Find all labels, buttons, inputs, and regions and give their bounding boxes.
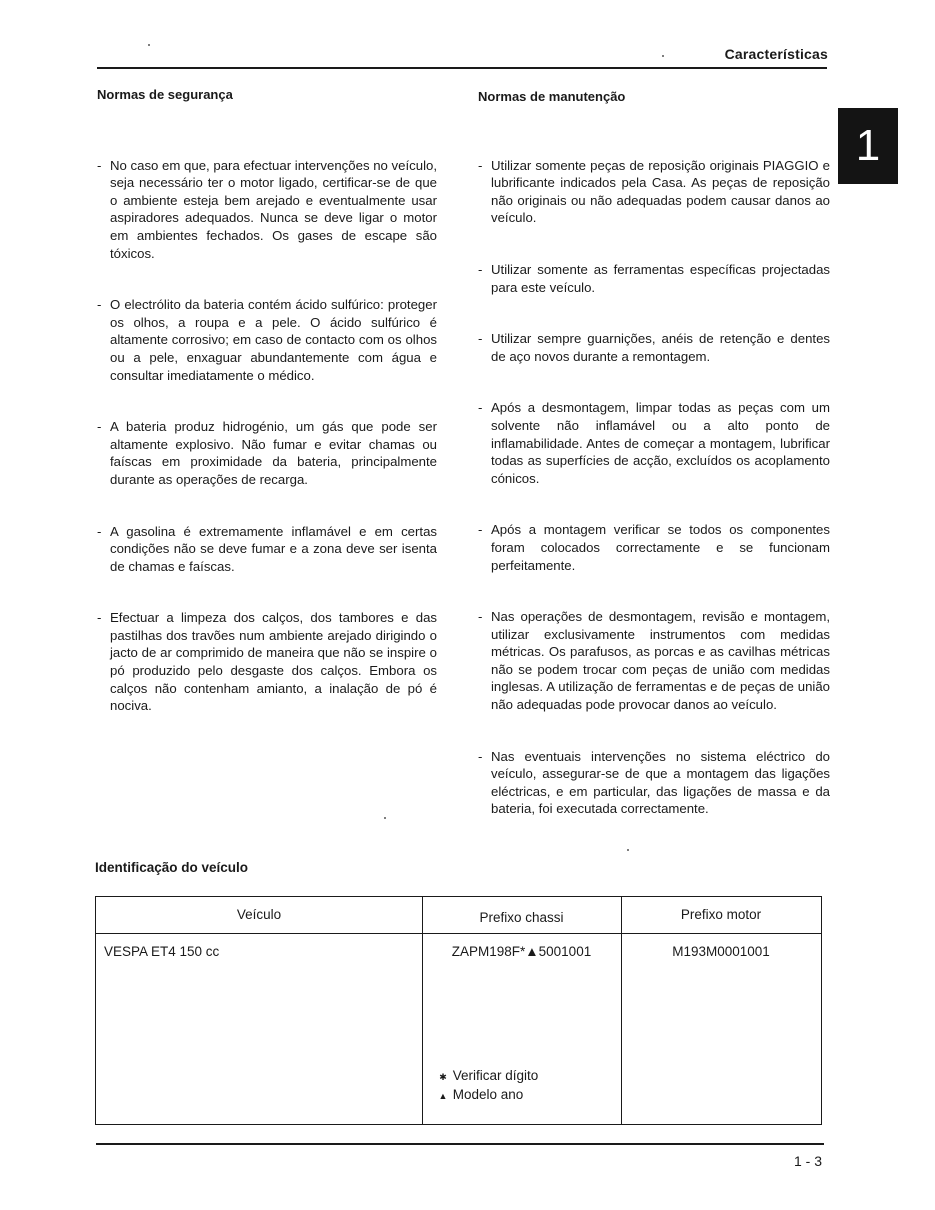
note-item — [437, 1067, 538, 1086]
bullet-dash: - — [97, 157, 102, 173]
footer-divider — [96, 1143, 824, 1145]
list-item — [478, 157, 830, 227]
list-item — [97, 609, 437, 715]
list-item — [97, 418, 437, 488]
list-item — [478, 261, 830, 296]
bullet-dash: - — [97, 297, 102, 313]
table-notes — [437, 1067, 538, 1105]
note-item — [437, 1086, 538, 1105]
scan-speck — [148, 44, 150, 46]
table-divider — [96, 933, 821, 934]
bullet-dash: - — [478, 400, 483, 416]
note-text: Modelo ano — [452, 1087, 524, 1102]
bullet-dash: - — [97, 523, 102, 539]
list-item — [97, 523, 437, 576]
list-item — [478, 399, 830, 487]
table-header-vehicle: Veículo — [236, 907, 282, 922]
bullet-dash: - — [478, 522, 483, 538]
scan-speck — [662, 55, 664, 57]
maintenance-item-text: Utilizar sempre guarnições, anéis de retenção e dentes de aço novos durante a remontagem. — [491, 331, 830, 364]
chapter-tab: 1 — [838, 108, 898, 184]
maintenance-item-text: Nas eventuais intervenções no sistema eléctrico do veículo, assegurar-se de que a montagem das ligações eléctricas, e em particular, das ligações de massa e da bateria, foi executada correctamente. — [491, 748, 830, 817]
bullet-dash: - — [478, 748, 483, 764]
safety-section — [97, 86, 437, 715]
maintenance-title: Normas de manutenção — [478, 89, 626, 104]
list-item — [478, 521, 830, 574]
safety-item-text: Efectuar a limpeza dos calços, dos tambores e das pastilhas dos travões num ambiente arejado dirigindo o jacto de ar comprimido de maneira que não se inspire o pó produzido pelo desgaste dos calços. Embora os calços não contenham amianto, a inalação de pó é nociva. — [110, 610, 437, 714]
bullet-dash: - — [478, 609, 483, 625]
safety-item-text: A gasolina é extremamente inflamável e em certas condições não se deve fumar e a zona deve ser isenta de chamas e faíscas. — [110, 523, 437, 574]
bullet-dash: - — [478, 331, 483, 347]
page-number: 1 - 3 — [793, 1153, 822, 1169]
maintenance-list — [478, 157, 830, 818]
safety-list — [97, 157, 437, 715]
maintenance-item-text: Após a montagem verificar se todos os componentes foram colocados correctamente e se funcionam perfeitamente. — [491, 522, 830, 573]
table-header-chassis-prefix: Prefixo chassi — [479, 910, 564, 925]
bullet-dash: - — [97, 419, 102, 435]
list-item — [478, 748, 830, 818]
identification-table — [95, 896, 822, 1125]
maintenance-item-text: Nas operações de desmontagem, revisão e montagem, utilizar exclusivamente instrumentos com medidas métricas. Os parafusos, as porcas e as cavilhas métricas não se podem trocar com peças de união com medidas inglesas. A utilização de ferramentas e de peças de união não adequadas pode provocar danos ao veículo. — [491, 609, 830, 713]
list-item — [97, 296, 437, 384]
identification-title: Identificação do veículo — [95, 860, 249, 875]
asterisk-icon: ✱ — [439, 1072, 447, 1082]
scan-speck — [627, 849, 629, 851]
page-header-title: Características — [724, 46, 828, 62]
table-divider — [621, 897, 622, 1124]
table-cell-chassis-prefix: ZAPM198F*▲5001001 — [451, 944, 592, 959]
triangle-icon: ▲ — [438, 1091, 448, 1101]
list-item — [97, 157, 437, 263]
bullet-dash: - — [97, 610, 102, 626]
maintenance-section — [478, 86, 830, 818]
note-text: Verificar dígito — [452, 1068, 539, 1083]
list-item — [478, 330, 830, 365]
maintenance-item-text: Após a desmontagem, limpar todas as peças com um solvente não inflamável ou a alto ponto de inflamabilidade. Antes de começar a montagem, lubrificar todas as superfícies de acção, excluídos os acoplamento cónicos. — [491, 400, 830, 486]
maintenance-item-text: Utilizar somente as ferramentas específicas projectadas para este veículo. — [491, 261, 830, 295]
safety-item-text: O electrólito da bateria contém ácido sulfúrico: proteger os olhos, a roupa e a pele. O ácido sulfúrico é altamente corrosivo; em caso de contacto com os olhos ou a pele, enxaguar abundantemente com água e consultar imediatamente o médico. — [110, 297, 437, 383]
safety-title: Normas de segurança — [97, 87, 233, 102]
bullet-dash: - — [478, 157, 483, 173]
table-cell-vehicle: VESPA ET4 150 cc — [104, 944, 220, 959]
scan-speck — [384, 817, 386, 819]
table-cell-engine-prefix: M193M0001001 — [672, 944, 770, 959]
table-divider — [422, 897, 423, 1124]
header-divider — [97, 67, 827, 69]
safety-item-text: A bateria produz hidrogénio, um gás que pode ser altamente explosivo. Não fumar e evitar chamas ou faíscas em proximidade da bateria, principalmente durante as operações de recarga. — [110, 419, 437, 487]
maintenance-item-text: Utilizar somente peças de reposição originais PIAGGIO e lubrificante indicados pela Casa. As peças de reposição não originais ou não adequadas podem causar danos ao veículo. — [491, 157, 830, 226]
table-header-engine-prefix: Prefixo motor — [680, 907, 762, 922]
list-item — [478, 608, 830, 714]
bullet-dash: - — [478, 261, 483, 277]
safety-item-text: No caso em que, para efectuar intervenções no veículo, seja necessário ter o motor ligado, certificar-se de que o ambiente esteja bem arejado e eventualmente usar aspiradores adequados. Nunca se deve ligar o motor em ambientes fechados. Os gases de escape são tóxicos. — [110, 157, 437, 261]
